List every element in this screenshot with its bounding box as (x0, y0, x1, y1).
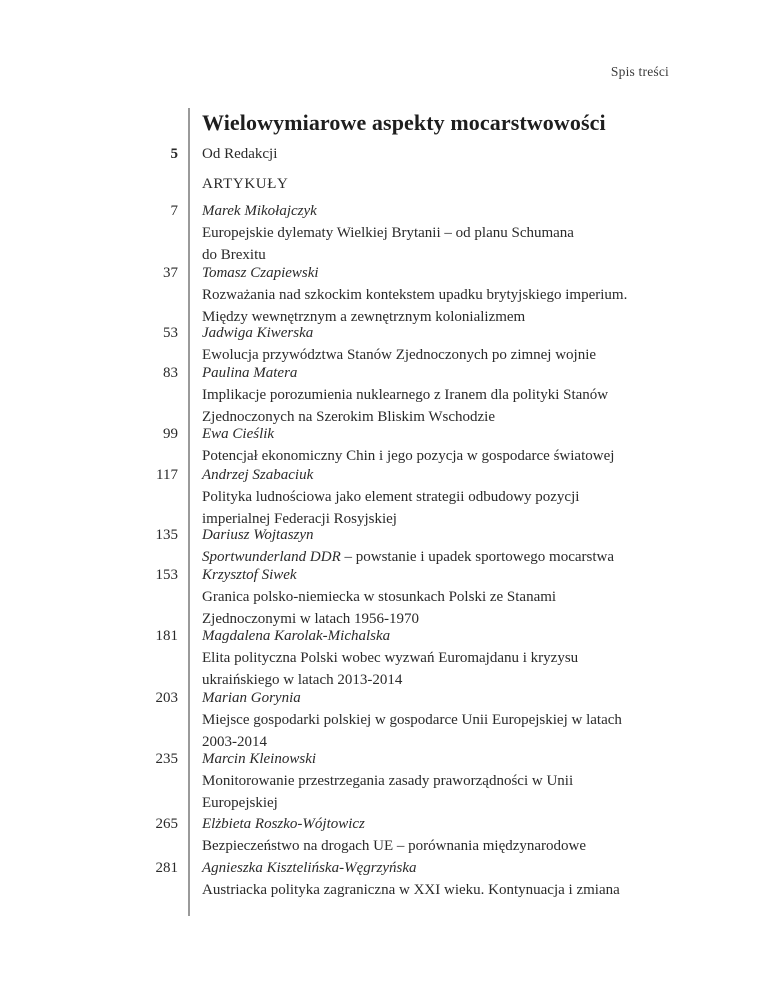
author: Magdalena Karolak-Michalska (202, 628, 391, 644)
article-title-line: Ewolucja przywództwa Stanów Zjednoczonych po zimnej wojnie (202, 347, 597, 363)
toc-entry (202, 200, 692, 266)
toc-entry (202, 423, 692, 467)
vertical-rule (188, 108, 190, 916)
toc-entry (202, 687, 692, 753)
article-title-line: Między wewnętrznym a zewnętrznym kolonializmem (202, 309, 526, 325)
page-number: 203 (155, 690, 178, 706)
article-title-line: do Brexitu (202, 247, 266, 263)
page-number: 99 (163, 426, 178, 442)
article-title-line: imperialnej Federacji Rosyjskiej (202, 511, 397, 527)
toc-entry (202, 813, 692, 857)
article-title-line: Polityka ludnościowa jako element strategii odbudowy pozycji (202, 489, 580, 505)
page-number: 117 (156, 467, 178, 483)
article-title-line: Bezpieczeństwo na drogach UE – porównania międzynarodowe (202, 838, 587, 854)
article-title-line: Zjednoczonymi w latach 1956-1970 (202, 611, 420, 627)
article-title-line: Implikacje porozumienia nuklearnego z Iranem dla polityki Stanów (202, 387, 609, 403)
page-number: 135 (155, 527, 178, 543)
article-title-line: Rozważania nad szkockim kontekstem upadku brytyjskiego imperium. (202, 287, 628, 303)
article-title-line: 2003-2014 (202, 734, 267, 750)
author: Dariusz Wojtaszyn (202, 527, 314, 543)
toc-entry (202, 322, 692, 366)
toc-entry (202, 564, 692, 630)
page-number: 83 (163, 365, 178, 381)
page-number: 37 (163, 265, 178, 281)
toc-entry (202, 464, 692, 530)
page-number: 7 (170, 203, 178, 219)
toc-entry (202, 362, 692, 428)
author: Tomasz Czapiewski (202, 265, 319, 281)
author: Paulina Matera (202, 365, 298, 381)
intro-label: Od Redakcji (202, 146, 278, 162)
article-title-line: Europejskie dylematy Wielkiej Brytanii – od planu Schumana (202, 225, 574, 241)
article-title-line: Miejsce gospodarki polskiej w gospodarce Unii Europejskiej w latach (202, 712, 622, 728)
italic-title-part: Sportwunderland DDR (202, 549, 341, 565)
article-title-line: ukraińskiego w latach 2013-2014 (202, 672, 403, 688)
page-number: 281 (155, 860, 178, 876)
article-title-line: Europejskiej (202, 795, 278, 811)
author: Elżbieta Roszko-Wójtowicz (202, 816, 365, 832)
page-number: 5 (170, 146, 178, 162)
author: Marcin Kleinowski (202, 751, 317, 767)
author: Krzysztof Siwek (202, 567, 297, 583)
section-heading: ARTYKUŁY (202, 176, 289, 192)
article-title-line: Potencjał ekonomiczny Chin i jego pozycja w gospodarce światowej (202, 448, 615, 464)
author: Marek Mikołajczyk (202, 203, 317, 219)
article-title-line: Granica polsko-niemiecka w stosunkach Polski ze Stanami (202, 589, 557, 605)
article-title-line: Austriacka polityka zagraniczna w XXI wieku. Kontynuacja i zmiana (202, 882, 620, 898)
author: Ewa Cieślik (202, 426, 275, 442)
author: Andrzej Szabaciuk (202, 467, 314, 483)
page-number: 265 (155, 816, 178, 832)
page-number: 235 (155, 751, 178, 767)
page-number: 53 (163, 325, 178, 341)
toc-entry (202, 524, 692, 568)
author: Marian Gorynia (202, 690, 301, 706)
author: Agnieszka Kisztelińska-Węgrzyńska (202, 860, 417, 876)
article-title-line: Elita polityczna Polski wobec wyzwań Euromajdanu i kryzysu (202, 650, 579, 666)
page-number: 153 (155, 567, 178, 583)
toc-entry (202, 748, 692, 814)
toc-entry (202, 857, 692, 901)
toc-entry (202, 262, 692, 328)
article-title-line: Monitorowanie przestrzegania zasady praworządności w Unii (202, 773, 574, 789)
toc-entry (202, 625, 692, 691)
title-remainder: – powstanie i upadek sportowego mocarstwa (340, 549, 615, 565)
page-number: 181 (155, 628, 178, 644)
running-head: Spis treści (610, 64, 669, 79)
author: Jadwiga Kiwerska (202, 325, 314, 341)
article-title-line: Zjednoczonych na Szerokim Bliskim Wschodzie (202, 409, 495, 425)
toc-title: Wielowymiarowe aspekty mocarstwowości (202, 110, 606, 135)
